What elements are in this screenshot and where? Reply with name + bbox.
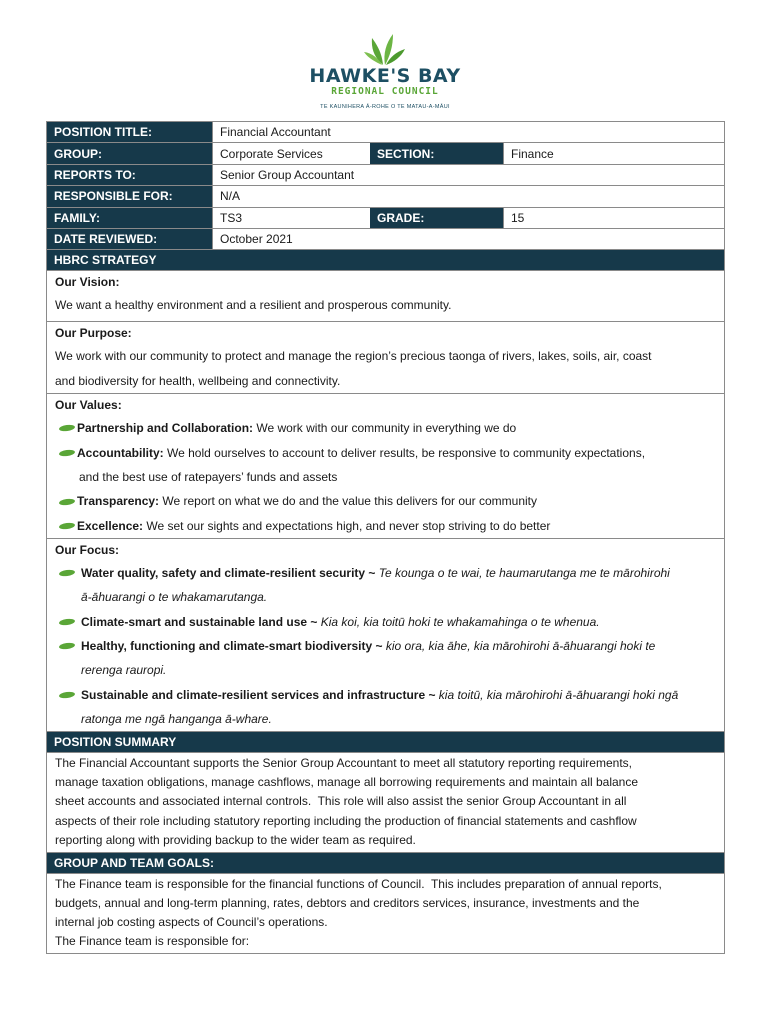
- council-logo: [300, 32, 470, 112]
- values-heading: Our Values:: [55, 398, 122, 413]
- value-text: We work with our community in everything we do: [253, 421, 517, 436]
- logo-name: HAWKE'S BAY: [309, 65, 461, 87]
- value-title: Transparency:: [77, 494, 160, 509]
- leaf-bullet-icon: [59, 642, 76, 650]
- focus-maori-text: Te kounga o te wai, te haumarutanga me te mārohirohi: [375, 566, 670, 581]
- label-grade: GRADE:: [370, 208, 503, 228]
- value-title: Partnership and Collaboration:: [77, 421, 254, 436]
- purpose-heading: Our Purpose:: [55, 325, 132, 340]
- label-position-title: POSITION TITLE:: [47, 122, 212, 142]
- section-heading-strategy: HBRC STRATEGY: [47, 250, 724, 271]
- focus-heading: Our Focus:: [55, 543, 120, 558]
- purpose-block: [47, 322, 724, 394]
- value-date-reviewed: October 2021: [212, 229, 724, 249]
- leaf-bullet-icon: [59, 618, 76, 626]
- value-section: Finance: [503, 143, 724, 163]
- summary-line: The Financial Accountant supports the Senior Group Accountant to meet all statutory reporting requirements,: [55, 756, 632, 771]
- logo-tagline: TE KAUNIHERA Ā-ROHE O TE MATAU-A-MĀUI: [320, 104, 450, 110]
- vision-block: [47, 271, 724, 322]
- focus-item: [55, 610, 716, 634]
- value-text: We set our sights and expectations high, and never stop striving to do better: [143, 518, 551, 533]
- focus-item: [55, 561, 716, 585]
- row-position-title: [47, 122, 724, 143]
- leaf-bullet-icon: [59, 497, 76, 505]
- group-team-goals-text: [47, 874, 724, 953]
- value-text: We report on what we do and the value this delivers for our community: [159, 494, 538, 509]
- focus-item-continuation: [55, 585, 716, 609]
- value-item-continuation: and the best use of ratepayers’ funds and assets: [79, 469, 338, 484]
- row-date-reviewed: [47, 229, 724, 250]
- focus-maori-continuation: ā-āhuarangi o te whakamarutanga.: [81, 590, 268, 605]
- summary-line: reporting along with providing backup to the wider team as required.: [55, 832, 416, 847]
- section-heading-group-team-goals: GROUP AND TEAM GOALS:: [47, 853, 724, 874]
- goals-line: budgets, annual and long-term planning, rates, debtors and creditors services, insurance, investments and the: [55, 895, 640, 910]
- leaf-bullet-icon: [59, 522, 76, 530]
- focus-item: [55, 683, 716, 707]
- summary-line: manage taxation obligations, manage cashflows, manage all borrowing requirements and maintain all balance: [55, 775, 639, 790]
- focus-maori-text: Kia koi, kia toitū hoki te whakamahinga o te whenua.: [317, 614, 600, 629]
- value-position-title: Financial Accountant: [212, 122, 724, 142]
- goals-line: internal job costing aspects of Council’s operations.: [55, 914, 328, 929]
- leaf-bullet-icon: [59, 424, 76, 432]
- row-responsible-for: [47, 186, 724, 207]
- leaf-logo-icon: [363, 32, 407, 66]
- focus-item-continuation: [55, 707, 716, 731]
- focus-maori-text: kio ora, kia āhe, kia mārohirohi ā-āhuarangi hoki te: [382, 639, 656, 654]
- focus-item-continuation: [55, 658, 716, 682]
- label-family: FAMILY:: [47, 208, 212, 228]
- goals-line: The Finance team is responsible for the financial functions of Council. This includes preparation of annual reports,: [55, 876, 662, 891]
- values-block: [47, 394, 724, 539]
- leaf-bullet-icon: [59, 691, 76, 699]
- focus-title: Sustainable and climate-resilient services and infrastructure ~: [81, 687, 436, 702]
- value-group: Corporate Services: [212, 143, 370, 163]
- goals-line: The Finance team is responsible for:: [55, 933, 250, 948]
- purpose-text-line-2: and biodiversity for health, wellbeing and connectivity.: [55, 373, 341, 388]
- label-section: SECTION:: [370, 143, 503, 163]
- position-summary-text: [47, 753, 724, 852]
- focus-title: Water quality, safety and climate-resilient security ~: [81, 566, 376, 581]
- label-reports-to: REPORTS TO:: [47, 165, 212, 185]
- row-reports-to: [47, 165, 724, 186]
- focus-item: [55, 634, 716, 658]
- value-item: [55, 489, 716, 513]
- purpose-text-line-1: We work with our community to protect and manage the region’s precious taonga of rivers, lakes, soils, air, coast: [55, 348, 652, 363]
- summary-line: sheet accounts and associated internal controls. This role will also assist the senior Group Accountant in all: [55, 794, 627, 809]
- position-description-table: [46, 121, 725, 954]
- value-title: Excellence:: [77, 518, 144, 533]
- value-responsible-for: N/A: [212, 186, 724, 206]
- vision-text: We want a healthy environment and a resilient and prosperous community.: [55, 298, 452, 313]
- focus-block: [47, 539, 724, 732]
- vision-heading: Our Vision:: [55, 275, 120, 290]
- focus-maori-continuation: ratonga me ngā hanganga ā-whare.: [81, 711, 272, 726]
- leaf-bullet-icon: [59, 449, 76, 457]
- value-reports-to: Senior Group Accountant: [212, 165, 724, 185]
- focus-title: Healthy, functioning and climate-smart biodiversity ~: [81, 639, 383, 654]
- focus-maori-continuation: rerenga rauropi.: [81, 663, 167, 678]
- leaf-bullet-icon: [59, 569, 76, 577]
- row-group: [47, 143, 724, 164]
- value-family: TS3: [212, 208, 370, 228]
- value-text: We hold ourselves to account to deliver results, be responsive to community expectations,: [163, 445, 646, 460]
- value-item: [55, 416, 716, 440]
- value-item: [55, 441, 716, 465]
- value-grade: 15: [503, 208, 724, 228]
- label-responsible-for: RESPONSIBLE FOR:: [47, 186, 212, 206]
- value-item: [55, 514, 716, 538]
- row-family: [47, 208, 724, 229]
- label-date-reviewed: DATE REVIEWED:: [47, 229, 212, 249]
- focus-title: Climate-smart and sustainable land use ~: [81, 614, 318, 629]
- section-heading-position-summary: POSITION SUMMARY: [47, 732, 724, 753]
- label-group: GROUP:: [47, 143, 212, 163]
- summary-line: aspects of their role including statutory reporting including the production of financial statements and cashflow: [55, 813, 637, 828]
- focus-maori-text: kia toitū, kia mārohirohi ā-āhuarangi hoki ngā: [435, 687, 679, 702]
- logo-subtitle: REGIONAL COUNCIL: [331, 86, 439, 97]
- value-title: Accountability:: [77, 445, 164, 460]
